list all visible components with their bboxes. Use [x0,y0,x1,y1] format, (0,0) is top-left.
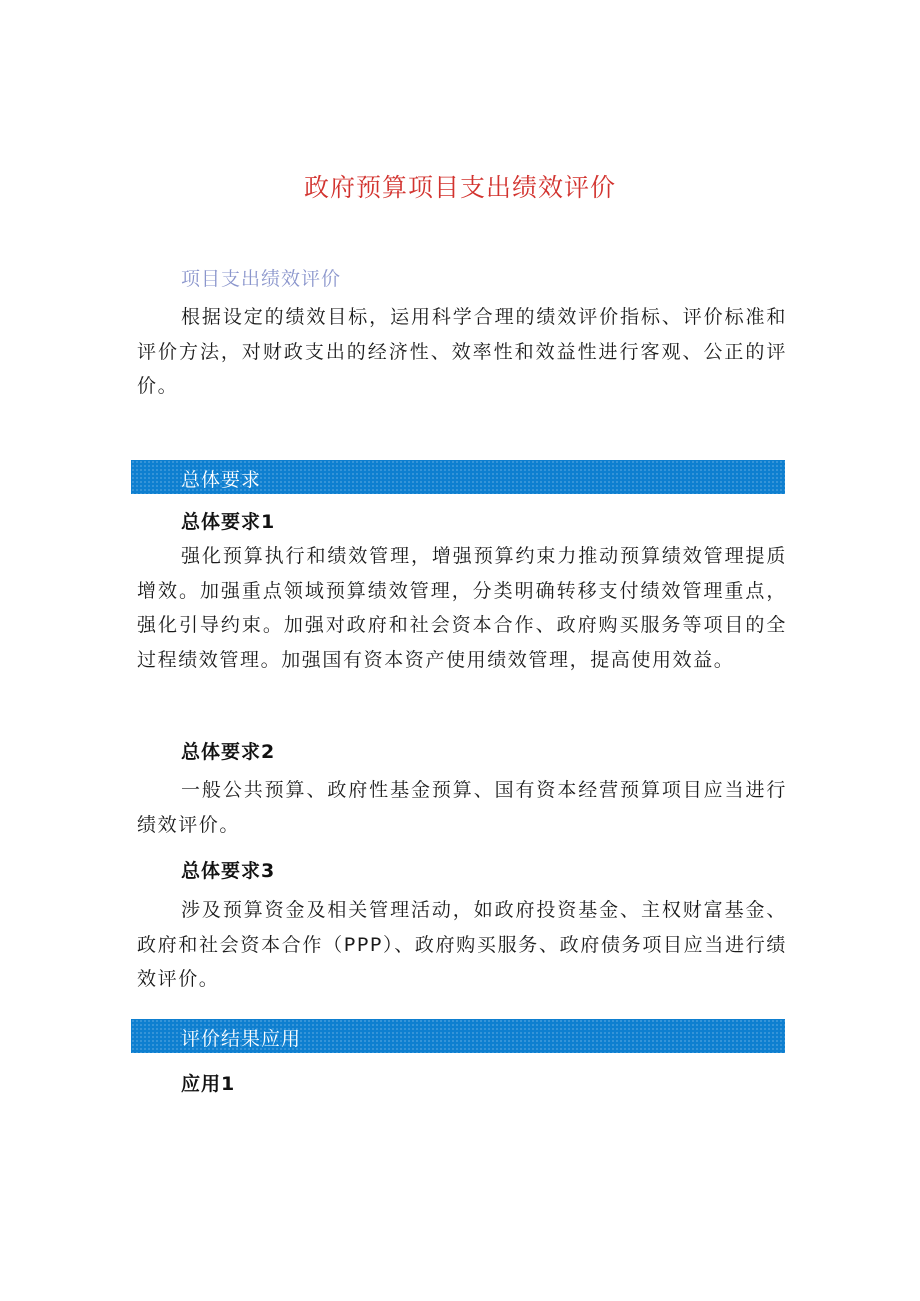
requirement-heading-2: 总体要求2 [181,741,276,763]
requirement-paragraph-3: 涉及预算资金及相关管理活动，如政府投资基金、主权财富基金、政府和社会资本合作（PPP）、政府购买服务、政府债务项目应当进行绩效评价。 [137,899,787,990]
section-bar-overall-requirements [131,460,785,494]
application-heading-1: 应用1 [181,1073,236,1095]
document-title: 政府预算项目支出绩效评价 [303,173,616,202]
requirement-heading-3: 总体要求3 [181,860,276,882]
section-title: 评价结果应用 [181,1028,302,1050]
section-bar-result-application [131,1019,785,1053]
requirement-paragraph-2: 一般公共预算、政府性基金预算、国有资本经营预算项目应当进行绩效评价。 [137,779,787,836]
requirement-paragraph-1: 强化预算执行和绩效管理，增强预算约束力推动预算绩效管理提质增效。加强重点领域预算绩效管理，分类明确转移支付绩效管理重点，强化引导约束。加强对政府和社会资本合作、政府购买服务等项目的全过程绩效管理。加强国有资本资产使用绩效管理，提高使用效益。 [137,545,787,671]
requirement-heading-1: 总体要求1 [181,511,276,533]
intro-heading: 项目支出绩效评价 [181,268,342,290]
intro-paragraph: 根据设定的绩效目标，运用科学合理的绩效评价指标、评价标准和评价方法，对财政支出的经济性、效率性和效益性进行客观、公正的评价。 [137,306,787,397]
section-title: 总体要求 [181,469,262,491]
